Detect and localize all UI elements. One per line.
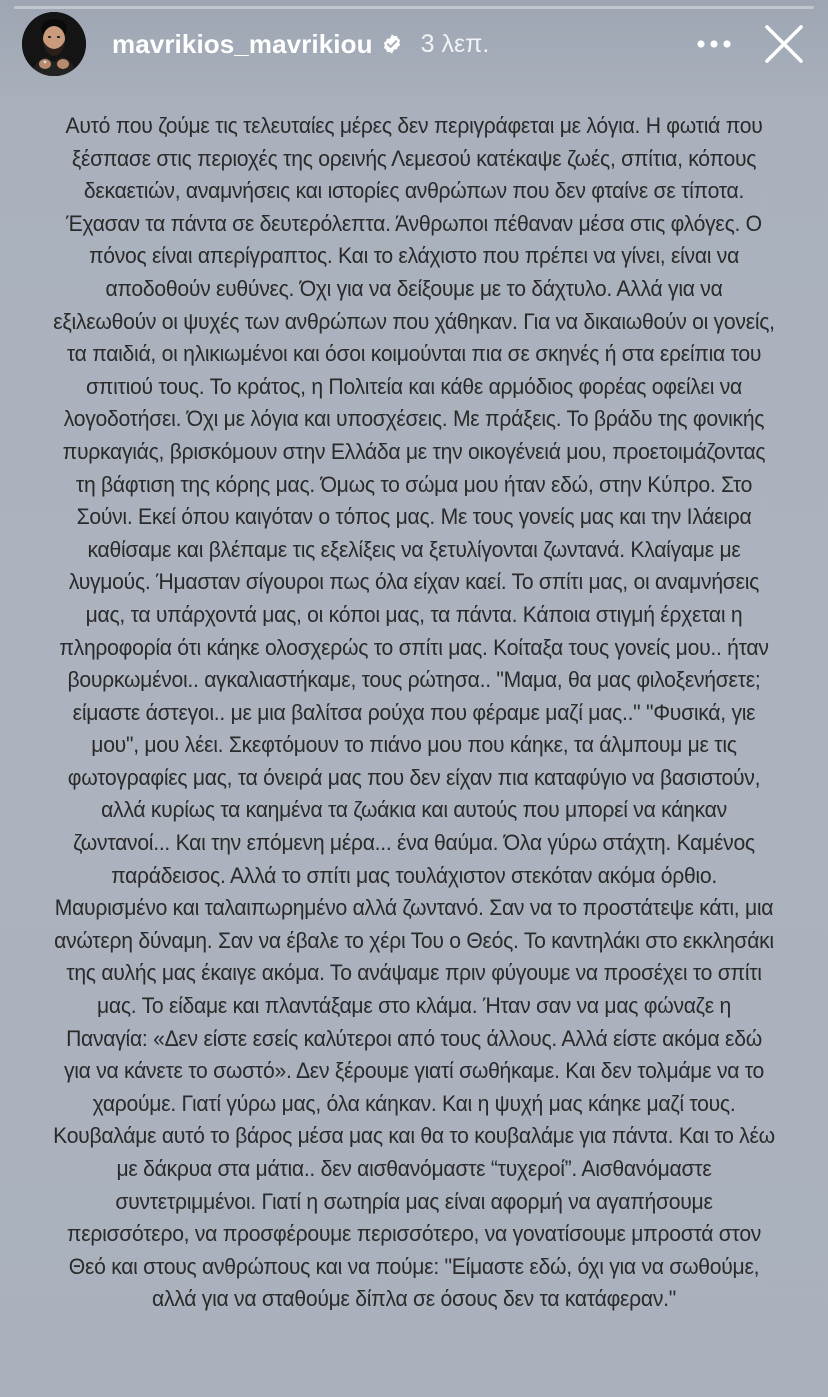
avatar[interactable] xyxy=(22,12,86,76)
story-text-line: ξέσπασε στις περιοχές της ορεινής Λεμεσού κατέκαψε ζωές, σπίτια, κόπους xyxy=(71,145,757,171)
story-text-line: καθίσαμε και βλέπαμε τις εξελίξεις να ξετυλίγονται ζωντανά. Κλαίγαμε με xyxy=(87,536,741,562)
story-text-line: μου", μου λέει. Σκεφτόμουν το πιάνο μου που κάηκε, τα άλμπουμ με τις xyxy=(91,732,737,758)
username[interactable]: mavrikios_mavrikiou xyxy=(112,28,373,59)
story-text-line: για να κάνετε το σωστό». Δεν ξέρουμε γιατί σωθήκαμε. Και δεν τολμάμε να το xyxy=(63,1058,765,1084)
story-text-line: περισσότερο, να προσφέρουμε περισσότερο, να γονατίσουμε μπροστά στον xyxy=(66,1221,762,1247)
story-text-block xyxy=(47,110,780,1316)
story-text-line: χαρούμε. Γιατί γύρω μας, όλα κάηκαν. Και η ψυχή μας κάηκε μαζί τους. xyxy=(92,1090,736,1116)
story-header xyxy=(22,12,814,76)
story-text-line: πυρκαγιάς, βρισκόμουν στην Ελλάδα με την οικογένειά μου, προετοιμάζοντας xyxy=(62,438,766,464)
story-text-line: ανώτερη δύναμη. Σαν να έβαλε το χέρι Του ο Θεός. Το καντηλάκι στο εκκλησάκι xyxy=(54,927,774,953)
story-text-line: μας, τα υπάρχοντά μας, οι κόποι μας, τα πάντα. Κάποια στιγμή έρχεται η xyxy=(85,601,743,627)
story-text-line: βουρκωμένοι.. αγκαλιαστήκαμε, τους ρώτησα.. "Μαμα, θα μας φιλοξενήσετε; xyxy=(67,667,761,693)
more-dots-icon xyxy=(696,39,732,49)
story-text-line: συντετριμμένοι. Γιατί η σωτηρία μας είναι αφορμή να αγαπήσουμε xyxy=(115,1188,713,1214)
close-icon xyxy=(764,24,804,64)
story-text-line: τη βάφτιση της κόρης μας. Όμως το σώμα μου ήταν εδώ, στην Κύπρο. Στο xyxy=(75,471,753,497)
close-button[interactable] xyxy=(760,20,808,68)
story-text-line: ζωντανοί... Και την επόμενη μέρα... ένα θαύμα. Όλα γύρω στάχτη. Καμένος xyxy=(73,830,755,856)
story-text-line: πόνος είναι απερίγραπτος. Και το ελάχιστο που πρέπει να γίνει, είναι να xyxy=(88,243,740,269)
post-time: 3 λεπ. xyxy=(420,29,490,58)
story-text-line: μας. Το είδαμε και πλαντάξαμε στο κλάμα. Ήταν σαν να μας φώναζε η xyxy=(97,993,731,1019)
story-text-line: αποδοθούν ευθύνες. Όχι για να δείξουμε με το δάχτυλο. Αλλά για να xyxy=(105,275,723,301)
story-progress-bar xyxy=(14,6,814,9)
story-text-line: Έχασαν τα πάντα σε δευτερόλεπτα. Άνθρωποι πέθαναν μέσα στις φλόγες. Ο xyxy=(66,210,762,236)
story-text-line: πληροφορία ότι κάηκε ολοσχερώς το σπίτι μας. Κοίταξα τους γονείς μου.. ήταν xyxy=(59,634,769,660)
story-text-line: εξιλεωθούν οι ψυχές των ανθρώπων που χάθηκαν. Για να δικαιωθούν οι γονείς, xyxy=(53,308,775,334)
story-text-line: Παναγία: «Δεν είστε εσείς καλύτεροι από τους άλλους. Αλλά είστε ακόμα εδώ xyxy=(66,1025,762,1051)
story-text-line: Θεό και στους ανθρώπους και να πούμε: "Είμαστε εδώ, όχι για να σωθούμε, xyxy=(68,1253,760,1279)
story-text-line: λυγμούς. Ήμασταν σίγουροι πως όλα είχαν καεί. Το σπίτι μας, οι αναμνήσεις xyxy=(68,569,760,595)
story-text-line: είμαστε άστεγοι.. με μια βαλίτσα ρούχα που φέραμε μαζί μας.." "Φυσικά, γιε xyxy=(72,699,756,725)
story-text-line: αλλά κυρίως τα καημένα τα ζωάκια και αυτούς που μπορεί να κάηκαν xyxy=(101,797,727,823)
story-text-line: Μαυρισμένο και ταλαιπωρημένο αλλά ζωντανό. Σαν να το προστάτεψε κάτι, μια xyxy=(54,895,774,921)
story-text-line: παράδεισος. Αλλά το σπίτι μας τουλάχιστον στεκόταν ακόμα όρθιο. xyxy=(111,862,717,888)
story-text-line: Κουβαλάμε αυτό το βάρος μέσα μας και θα το κουβαλάμε για πάντα. Και το λέω xyxy=(53,1123,775,1149)
story-text-line: τα παιδιά, οι ηλικιωμένοι και όσοι κοιμούνται πια σε σκηνές ή στα ερείπια του xyxy=(66,341,762,367)
profile-photo xyxy=(22,12,86,76)
more-options-button[interactable] xyxy=(690,20,738,68)
story-text-line: λογοδοτήσει. Όχι με λόγια και υποσχέσεις. Με πράξεις. Το βράδυ της φονικής xyxy=(63,406,765,432)
story-text-line: της αυλής μας έκαιγε ακόμα. Το ανάψαμε πριν φύγουμε να προσέχει το σπίτι xyxy=(66,960,762,986)
story-text-line: με δάκρυα στα μάτια.. δεν αισθανόμαστε “τυχεροί”. Αισθανόμαστε xyxy=(116,1156,712,1181)
story-text-line: σπιτιού τους. Το κράτος, η Πολιτεία και κάθε αρμόδιος φορέας οφείλει να xyxy=(86,373,742,399)
story-text-line: αλλά για να σταθούμε δίπλα σε όσους δεν τα κατάφεραν." xyxy=(152,1286,676,1312)
story-text-line: Σούνι. Εκεί όπου καιγόταν ο τόπος μας. Με τους γονείς μας και την Ιλάειρα xyxy=(76,504,752,530)
verified-badge-icon xyxy=(381,33,403,55)
story-text-line: φωτογραφίες μας, τα όνειρά μας που δεν είχαν πια καταφύγιο να βασιστούν, xyxy=(67,764,761,790)
story-text-line: δεκαετιών, αναμνήσεις και ιστορίες ανθρώπων που δεν φταίνε σε τίποτα. xyxy=(83,178,745,204)
story-text-line: Αυτό που ζούμε τις τελευταίες μέρες δεν περιγράφεται με λόγια. Η φωτιά που xyxy=(65,113,763,138)
